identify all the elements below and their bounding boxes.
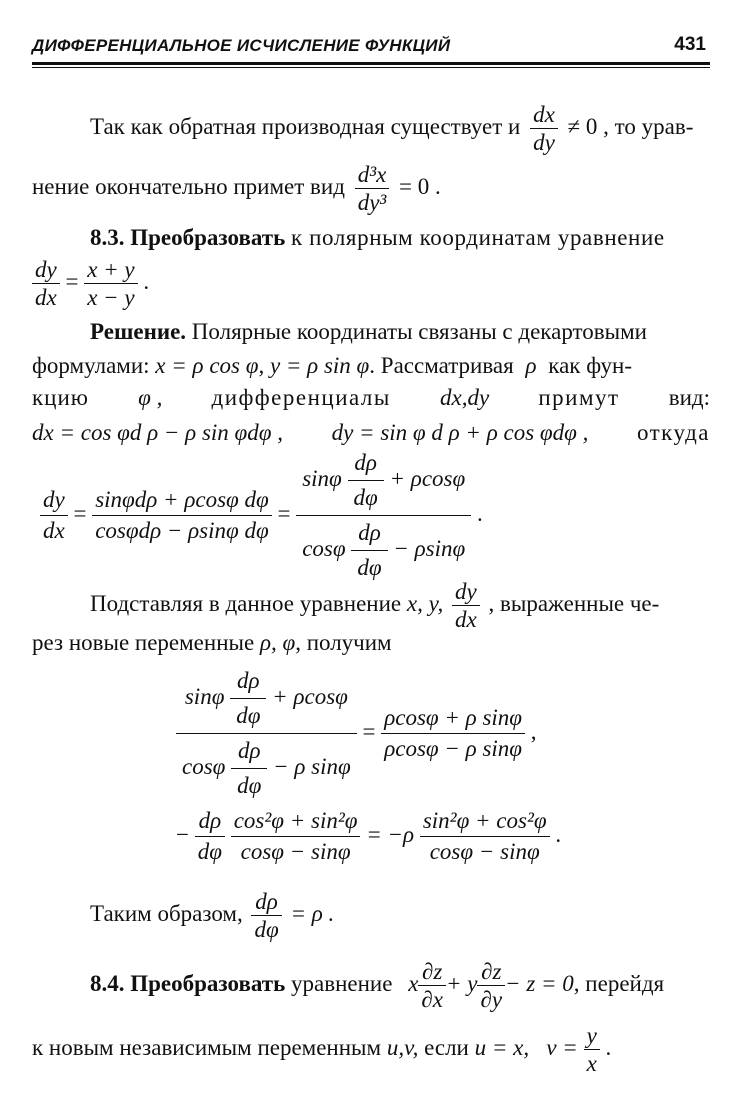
frac-den: dx (32, 283, 60, 309)
solution-line-4 (32, 421, 710, 444)
solution-line-2 (32, 354, 632, 377)
text: = 0 . (399, 173, 441, 199)
fraction-middle (92, 487, 272, 544)
frac-den: dx (452, 605, 480, 631)
frac-den: dφ (351, 550, 387, 581)
frac-den: dx (40, 515, 68, 544)
text: если (424, 1034, 469, 1060)
math: = ρ . (290, 900, 335, 926)
math: x, y, (406, 590, 444, 616)
fraction-drho-dphi (351, 520, 387, 581)
text: откуда (636, 420, 710, 445)
fraction-drho-dphi (231, 738, 267, 799)
fraction-drho-dphi (195, 808, 225, 865)
frac-num: dρ (358, 520, 381, 545)
header-rule-thick (32, 62, 710, 65)
frac-num: dy (43, 487, 65, 512)
fraction-rho-ratio (381, 705, 525, 762)
text: ≠ 0 , то урав- (567, 113, 694, 139)
frac-num: x + y (87, 257, 135, 282)
paragraph-3-line-2 (32, 631, 392, 654)
math: + ρcosφ (272, 683, 348, 709)
compound-numerator (176, 668, 357, 733)
fraction-dz-dx (418, 960, 446, 1011)
text: примут (538, 385, 620, 410)
math: x (408, 970, 419, 996)
frac-den: ∂x (418, 985, 446, 1011)
frac-den: cosφdρ − ρsinφ dφ (92, 515, 272, 544)
frac-num: dρ (354, 450, 377, 475)
fraction-dy-dx (40, 487, 68, 544)
math: − ρ sinφ (273, 753, 351, 779)
frac-den: ρcosφ − ρ sinφ (381, 733, 525, 762)
text: Таким образом, (90, 900, 243, 926)
frac-den: dφ (195, 836, 225, 865)
punct: . (476, 500, 483, 526)
math: − ρsinφ (393, 535, 466, 561)
frac-den: ∂y (477, 985, 505, 1011)
frac-num: dy (455, 579, 477, 604)
frac-den: cosφ − sinφ (420, 836, 550, 865)
punct: . (555, 821, 562, 847)
frac-den: x − y (84, 283, 137, 309)
frac-num: sin²φ + cos²φ (422, 808, 547, 833)
math: u = x, v = (474, 1034, 578, 1060)
fraction-compound (176, 668, 357, 799)
math: sinφ (302, 465, 342, 491)
frac-den: dφ (231, 768, 267, 799)
frac-den: dφ (251, 915, 281, 941)
math: ρ, φ (259, 630, 296, 655)
equation-2: sinφ $\frac{d\rho}{d\varphi}$ + ρcosφ cosφ $\frac{d\rho}{d\varphi}$ − ρ sinφ = $\frac{\text{ρcosφ + ρ sinφ}}{\text{ρcosφ − ρ sinφ}}$ , (176, 668, 537, 799)
solution-line-1 (90, 320, 647, 343)
frac-num: d³x (357, 162, 387, 187)
task-verb: Преобразовать (130, 970, 286, 996)
solution-label: Решение. (90, 319, 187, 344)
solution-line-3 (32, 386, 710, 409)
task-number: 8.4. (90, 970, 125, 996)
text: дифференциалы (211, 385, 391, 410)
equation-3 (176, 808, 561, 865)
frac-den: dy (530, 128, 558, 154)
math: − z = 0 (505, 970, 574, 996)
math: u,v, (386, 1034, 419, 1060)
compound-numerator (296, 450, 471, 515)
page-number: 431 (674, 34, 706, 55)
text: как фун- (548, 353, 633, 378)
text: к полярным координатам уравнение (291, 225, 665, 250)
math: dx = cos φd ρ − ρ sin φdφ , (32, 420, 284, 445)
frac-num: cos²φ + sin²φ (233, 808, 358, 833)
math: dx,dy (440, 385, 490, 410)
text: , выраженные че- (488, 590, 660, 616)
text: Полярные координаты связаны с декартовыми (191, 319, 647, 344)
paragraph-1 (90, 103, 693, 154)
math: ρ (525, 353, 537, 378)
punct: , (530, 718, 537, 744)
frac-den: dφ (230, 698, 266, 729)
text: кцию (32, 385, 89, 410)
text: , получим (295, 630, 392, 655)
frac-num: ∂z (481, 959, 502, 984)
fraction-dz-dy (477, 960, 505, 1011)
text: рез новые переменные (32, 630, 255, 655)
frac-num: ρcosφ + ρ sinφ (384, 705, 523, 730)
frac-num: ∂z (422, 959, 443, 984)
fraction-drho-dphi (251, 890, 281, 941)
math: cosφ (182, 753, 226, 779)
frac-den: x (584, 1049, 600, 1075)
compound-denominator (176, 733, 357, 799)
equation-1: $\frac{dy}{dx}$ = $\frac{\text{sinφdρ + ρcosφ dφ}}{\text{cosφdρ − ρsinφ dφ}}$ = sinφ $\frac{d\rho}{d\varphi}$ + ρcosφ cosφ $\frac{d\rho}{d\varphi}$ − ρsinφ . (40, 450, 483, 581)
math: dy = sin φ d ρ + ρ cos φdφ , (331, 420, 589, 445)
fraction-xpy-xmy (84, 258, 137, 309)
frac-num: dρ (255, 889, 278, 914)
task-8-4-heading (90, 960, 664, 1011)
fraction-dx-dy (530, 103, 558, 154)
header-rule-thin (32, 67, 710, 68)
task-8-3-equation: $\frac{dy}{dx}$ = $\frac{x + y}{x - y}$ . (32, 258, 149, 309)
math: sinφ (184, 683, 225, 709)
frac-num: dy (35, 257, 57, 282)
paragraph-3 (90, 580, 659, 631)
text: , перейдя (573, 970, 665, 996)
math: + y (445, 970, 478, 996)
header-title: ДИФФЕРЕНЦИАЛЬНОЕ ИСЧИСЛЕНИЕ ФУНКЦИЙ (32, 36, 451, 55)
task-8-4-line-2 (32, 1024, 611, 1075)
math: x = ρ cos φ, y = ρ sin φ (155, 353, 370, 378)
running-header (32, 34, 710, 62)
paragraph-2 (32, 163, 441, 214)
punct: . (605, 1034, 612, 1060)
fraction-drho-dphi (230, 668, 266, 729)
frac-den: cosφ − sinφ (231, 836, 361, 865)
frac-num: dρ (237, 738, 261, 763)
fraction-dy-dx (452, 580, 480, 631)
frac-num: dx (533, 102, 555, 127)
text: нение окончательно примет вид (32, 173, 345, 199)
math: + ρcosφ (389, 465, 466, 491)
text: к новым независимым переменным (32, 1034, 382, 1060)
frac-num: dρ (237, 668, 260, 693)
text: вид: (668, 385, 710, 410)
task-8-3-heading (90, 226, 665, 249)
fraction-drho-dphi (348, 450, 384, 511)
frac-den: dy³ (355, 188, 390, 214)
text: . Рассматривая (369, 353, 514, 378)
fraction-trig-1 (231, 808, 361, 865)
frac-num: dρ (198, 808, 222, 833)
fraction-y-x (584, 1024, 600, 1075)
math: φ , (138, 385, 163, 410)
math: − (176, 821, 189, 847)
text: уравнение (291, 970, 393, 996)
compound-denominator (296, 515, 471, 581)
math: cosφ (302, 535, 346, 561)
fraction-dy-dx (32, 258, 60, 309)
frac-num: y (586, 1023, 597, 1048)
text: Подставляя в данное уравнение (90, 590, 402, 616)
text: Так как обратная производная существует и (90, 113, 521, 139)
fraction-trig-2 (420, 808, 550, 865)
fraction-compound (296, 450, 471, 581)
math: = −ρ (366, 821, 415, 847)
task-verb: Преобразовать (130, 225, 286, 250)
task-number: 8.3. (90, 225, 125, 250)
frac-num: sinφdρ + ρcosφ dφ (95, 487, 269, 512)
paragraph-4 (90, 890, 334, 941)
text: формулами: (32, 353, 150, 378)
frac-den: dφ (348, 480, 384, 511)
fraction-d3x-dy3 (355, 163, 390, 214)
